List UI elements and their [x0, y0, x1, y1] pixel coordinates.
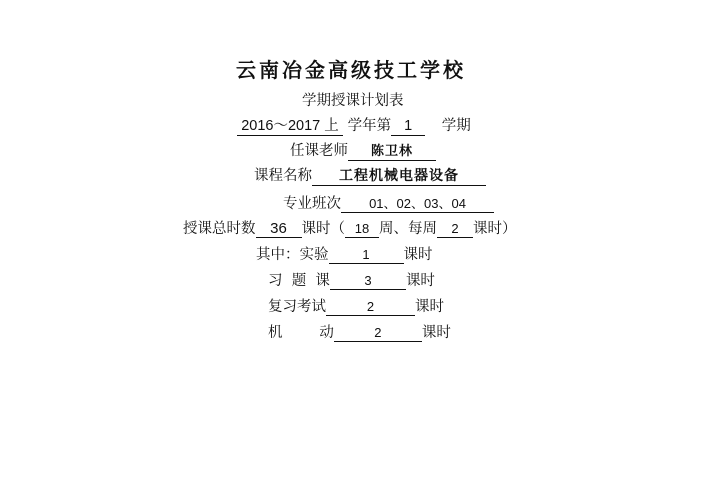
- classes-label: 专业班次: [283, 196, 341, 212]
- exercise-unit: 课时: [405, 273, 435, 289]
- flex-hours: 2: [334, 324, 422, 342]
- hours-weeks: 18: [345, 220, 379, 238]
- term-label-mid: 学年第: [347, 118, 392, 134]
- review-unit: 课时: [415, 299, 444, 315]
- hours-label: 授课总时数: [183, 221, 256, 237]
- document-title: 学期授课计划表: [302, 93, 404, 109]
- flex-line: [268, 323, 451, 343]
- lab-unit: 课时: [403, 247, 433, 263]
- flex-unit: 课时: [421, 325, 451, 341]
- term-number: 1: [391, 118, 425, 136]
- hours-weeks-label: 周、每周: [379, 221, 437, 237]
- term-years-field: [237, 118, 343, 136]
- teacher-label: 任课老师: [290, 143, 348, 159]
- review-label: 复习考试: [268, 299, 326, 315]
- hours-line: [183, 219, 517, 239]
- course-line: [254, 166, 486, 186]
- hours-total: 36: [256, 220, 302, 238]
- lab-label: 其中：实验: [256, 247, 329, 263]
- course-name: 工程机械电器设备: [312, 168, 486, 186]
- hours-per-week: 2: [437, 220, 473, 238]
- term-years: 2016～2017: [241, 118, 321, 134]
- exercise-hours: 3: [330, 272, 406, 290]
- hours-unit-close: 课时）: [473, 221, 517, 237]
- school-name: 云南冶金高级技工学校: [236, 58, 466, 82]
- teacher-name: 陈卫林: [348, 143, 436, 161]
- term-line: [237, 116, 471, 136]
- lab-line: [256, 245, 433, 265]
- lab-hours: 1: [329, 246, 404, 264]
- review-hours: 2: [326, 298, 415, 316]
- term-label-end: 学期: [441, 118, 471, 134]
- course-label: 课程名称: [254, 168, 312, 184]
- classes-line: [283, 194, 494, 214]
- teacher-line: [290, 141, 436, 161]
- term-half: 上: [324, 118, 339, 134]
- classes-value: 01、02、03、04: [341, 195, 494, 213]
- exercise-label: 习 题 课: [268, 273, 330, 289]
- exercise-line: [268, 271, 435, 291]
- flex-label: 机 动: [268, 325, 334, 341]
- hours-unit-open: 课时（: [301, 221, 345, 237]
- review-line: [268, 297, 444, 317]
